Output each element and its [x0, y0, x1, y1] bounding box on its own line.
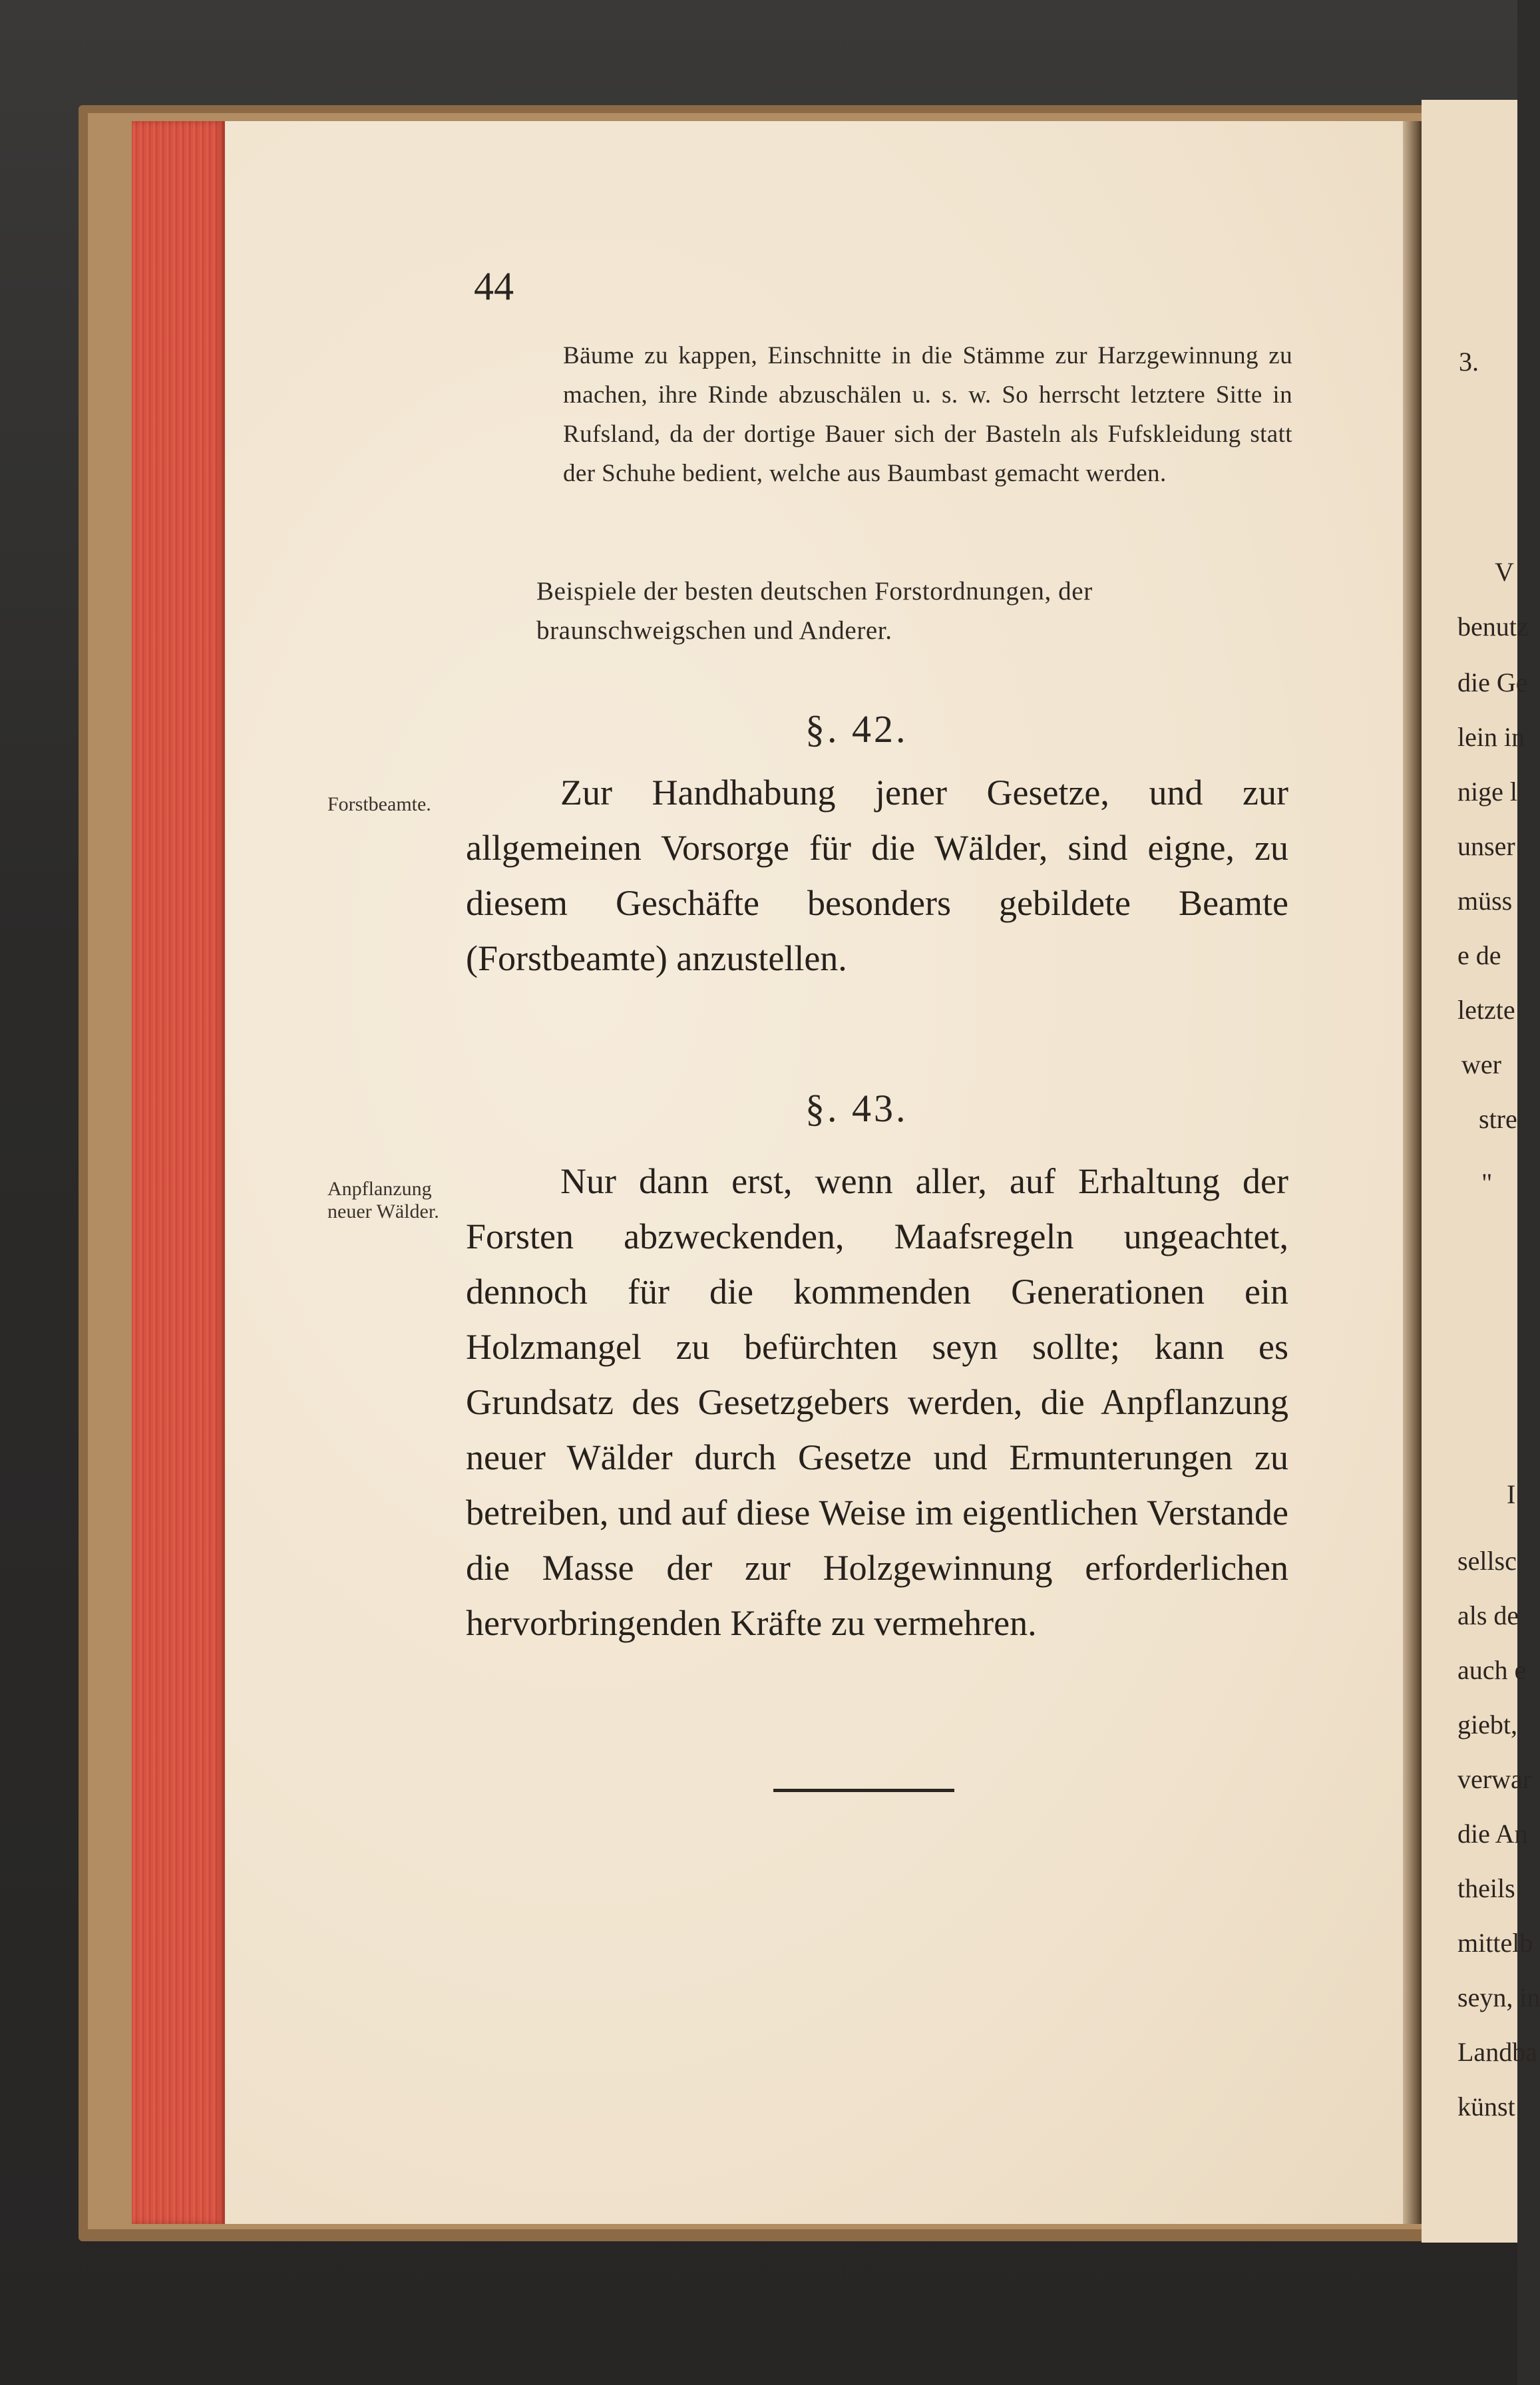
facing-page-line: nige l: [1457, 777, 1517, 807]
facing-page-line: seyn, in: [1457, 1982, 1540, 2012]
footnote-text: Bäume zu kappen, Einschnitte in die Stämme zur Harzgewinnung zu machen, ihre Rinde abzuschälen u. s. w. So herrscht letztere Sitte in Rufsland, da der dortige Bauer sich der Basteln als Fufskleidung statt der Schuhe bedient, welche aus Baumbast gemacht werden.: [563, 342, 1292, 487]
section-43-text: Nur dann erst, wenn aller, auf Erhaltung der Forsten abzweckenden, Maafsregeln ungeachtet, dennoch für die kommenden Generationen ein Holzmangel zu befürchten seyn sollte; kann es Grundsatz des Gesetzgebers werden, die Anpflanzung neuer Wälder durch Gesetze und Ermunterungen zu betreiben, und auf diese Weise im eigentlichen Verstande die Masse der zur Holzgewinnung erforderlichen hervorbringenden Kräfte zu vermehren.: [466, 1161, 1288, 1643]
facing-page-line: theils: [1457, 1873, 1515, 1903]
facing-page-line: Landba: [1457, 2037, 1537, 2067]
facing-page-line: künst: [1457, 2092, 1515, 2121]
section-mark-42: §. 42.: [805, 707, 908, 751]
facing-page-line: stre: [1479, 1104, 1517, 1134]
margin-note-forstbeamte: Forstbeamte.: [327, 793, 431, 815]
facing-page-line: sellsc: [1457, 1546, 1517, 1576]
facing-page-line: benutz: [1457, 612, 1529, 642]
facing-page-line: die An: [1457, 1819, 1528, 1849]
closing-rule: [773, 1789, 954, 1792]
facing-page-line: wer: [1461, 1049, 1501, 1079]
page-number: 44: [474, 264, 514, 308]
footnote-reference: Beispiele der besten deutschen Forstordnungen, der braunschweigschen und Anderer.: [536, 577, 1093, 645]
book-gutter: [1403, 121, 1422, 2224]
facing-page-line: e de: [1457, 940, 1501, 970]
facing-page-line: verwar: [1457, 1764, 1532, 1794]
facing-page-line: 3.: [1459, 347, 1479, 377]
facing-page-line: I: [1507, 1479, 1516, 1509]
facing-page: [1422, 100, 1540, 2243]
facing-page-line: müss: [1457, 886, 1513, 916]
facing-page-line: als de: [1457, 1600, 1519, 1630]
facing-page-line: V: [1495, 557, 1514, 587]
facing-page-line: mittelb: [1457, 1928, 1533, 1958]
section-mark-43: §. 43.: [805, 1087, 908, 1130]
section-42-text: Zur Handhabung jener Gesetze, und zur allgemeinen Vorsorge für die Wälder, sind eigne, zu diesem Geschäfte besonders gebildete Beamte (Forstbeamte) anzustellen.: [466, 773, 1288, 978]
margin-note-anpflanzung: Anpflanzung neuer Wälder.: [327, 1178, 439, 1222]
facing-page-line: unser: [1457, 831, 1515, 861]
facing-page-line: die Ge: [1457, 667, 1528, 697]
facing-page-line: giebt,: [1457, 1710, 1517, 1740]
facing-page-line: ": [1481, 1168, 1493, 1198]
red-page-edges: [132, 121, 225, 2224]
facing-page-line: auch e: [1457, 1655, 1527, 1685]
facing-page-line: lein in: [1457, 722, 1525, 752]
facing-page-line: letzte: [1457, 995, 1515, 1025]
